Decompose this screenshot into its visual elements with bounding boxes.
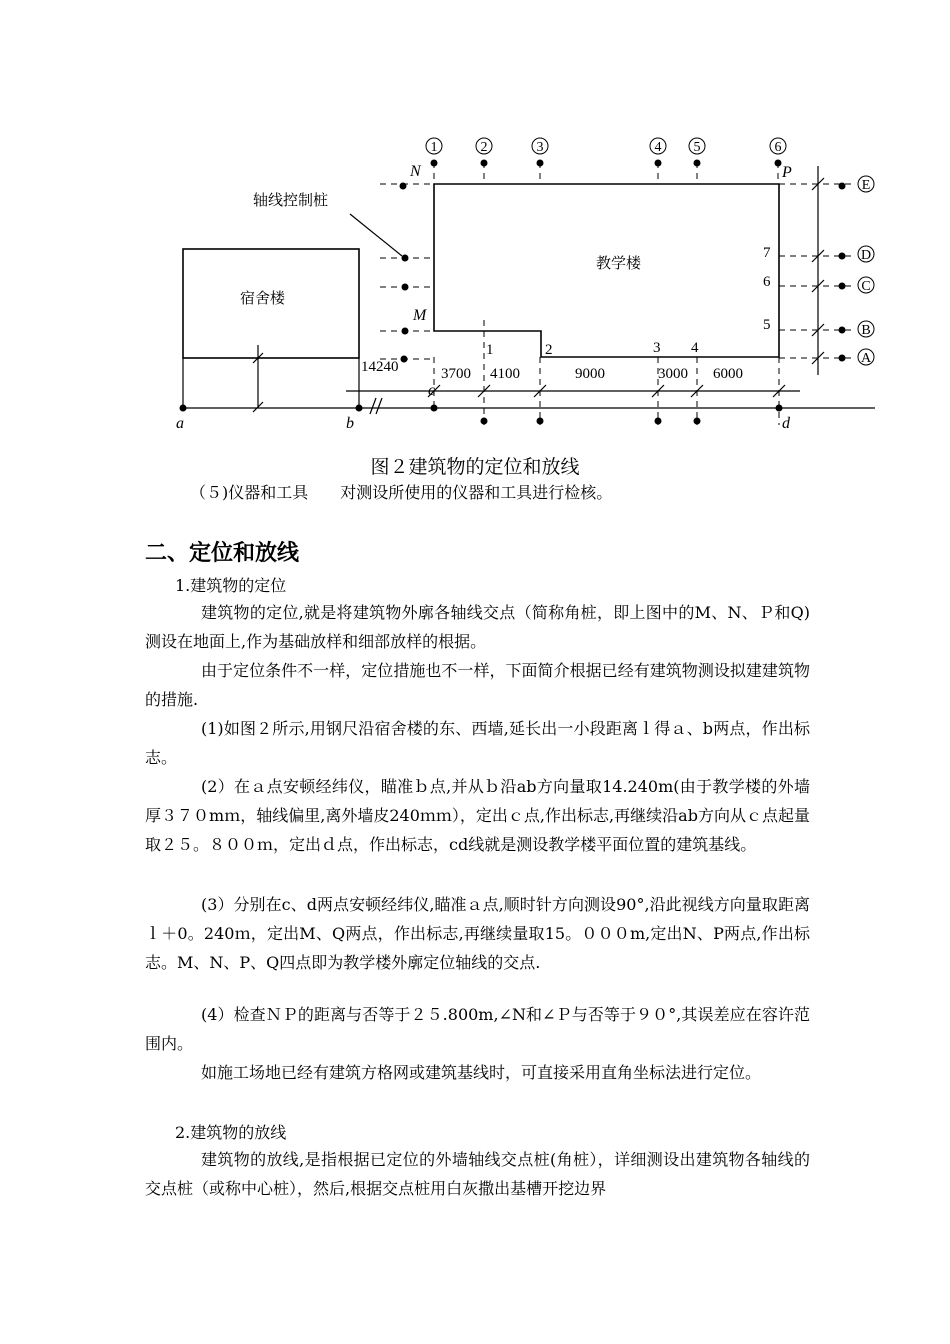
paragraph-step-2: (2）在ａ点安顿经纬仪，瞄准ｂ点,并从ｂ沿ab方向量取14.240m(由于教学楼的外墙厚３７０mｍ，轴线偏里,离外墙皮240ｍｍ），定出ｃ点,作出标志,再继续沿ab方向从ｃ点起量取２５。８００ｍ，定出ｄ点，作出标志，cd线就是测设教学楼平面位置的建筑基线。 <box>145 777 810 854</box>
teaching-building-label: 教学楼 <box>596 256 642 272</box>
ground-point-a: a <box>176 415 184 432</box>
subheading-positioning: 1.建筑物的定位 <box>175 576 287 595</box>
dimension-3000: 3000 <box>658 366 688 382</box>
axis-letter-a: A <box>860 351 872 366</box>
dimension-14240: 14240 <box>361 359 399 375</box>
figure-caption: 图２建筑物的定位和放线 <box>370 456 580 478</box>
paragraph-step-3: (3）分别在c、d两点安顿经纬仪,瞄准ａ点,顺时针方向测设90°,沿此视线方向量取距离ｌ＋0。240ｍ，定出M、Q两点，作出标志,再继续量取15。０００m,定出N、P两点,作出标志。M、N、P、Q四点即为教学楼外廓定位轴线的交点. <box>145 895 810 972</box>
control-pile-label: 轴线控制桩 <box>253 193 329 209</box>
ground-point-b: b <box>346 415 354 432</box>
paragraph-step-4: (4）检查ＮＰ的距离与否等于２５.800m,∠N和∠Ｐ与否等于９０°,其误差应在容许范围内。 <box>145 1005 810 1053</box>
right-number-6: 6 <box>763 274 771 290</box>
axis-number-2: 2 <box>480 140 488 155</box>
dorm-building-label: 宿舍楼 <box>240 291 286 307</box>
axis-number-3: 3 <box>536 140 544 155</box>
axis-letter-c: C <box>861 279 871 294</box>
building-layout-figure <box>0 0 950 440</box>
ground-point-d: d <box>782 415 790 432</box>
corner-label-p: P <box>782 164 792 181</box>
corner-label-n: N <box>410 163 421 180</box>
axis-letter-b: B <box>861 323 871 338</box>
axis-letter-e: E <box>861 178 871 193</box>
axis-number-5: 5 <box>693 140 701 155</box>
inner-number-2: 2 <box>545 342 553 358</box>
paragraph-step-1: (1)如图２所示,用钢尺沿宿舍楼的东、西墙,延长出一小段距离ｌ得ａ、b两点，作出标志。 <box>145 719 810 767</box>
axis-number-1: 1 <box>430 140 438 155</box>
axis-number-4: 4 <box>654 140 662 155</box>
right-number-7: 7 <box>763 245 771 261</box>
subheading-layout: 2.建筑物的放线 <box>175 1123 287 1142</box>
axis-letter-d: D <box>860 248 872 263</box>
inner-number-4: 4 <box>691 340 699 356</box>
tools-line: （５)仪器和工具 对测设所使用的仪器和工具进行检核。 <box>190 483 613 502</box>
section-heading: 二、定位和放线 <box>145 541 300 566</box>
paragraph-positioning-definition: 建筑物的定位,就是将建筑物外廓各轴线交点（简称角桩，即上图中的M、N、Ｐ和Q)测设在地面上,作为基础放样和细部放样的根据。 <box>145 603 810 651</box>
inner-number-1: 1 <box>486 342 494 358</box>
axis-number-6: 6 <box>774 140 782 155</box>
dimension-3700: 3700 <box>441 366 471 382</box>
ground-point-c: c <box>428 382 436 399</box>
dimension-4100: 4100 <box>490 366 520 382</box>
dimension-6000: 6000 <box>713 366 743 382</box>
paragraph-grid-method: 如施工场地已经有建筑方格网或建筑基线时，可直接采用直角坐标法进行定位。 <box>201 1063 762 1082</box>
inner-number-3: 3 <box>653 340 661 356</box>
corner-label-m: M <box>413 307 427 324</box>
paragraph-layout-definition: 建筑物的放线,是指根据已定位的外墙轴线交点桩(角桩），详细测设出建筑物各轴线的交点桩（或称中心桩），然后,根据交点桩用白灰撒出基槽开挖边界 <box>145 1150 810 1198</box>
right-number-5: 5 <box>763 317 771 333</box>
dimension-9000: 9000 <box>575 366 605 382</box>
paragraph-positioning-methods: 由于定位条件不一样，定位措施也不一样，下面简介根据已经有建筑物测设拟建建筑物的措施. <box>145 661 810 709</box>
